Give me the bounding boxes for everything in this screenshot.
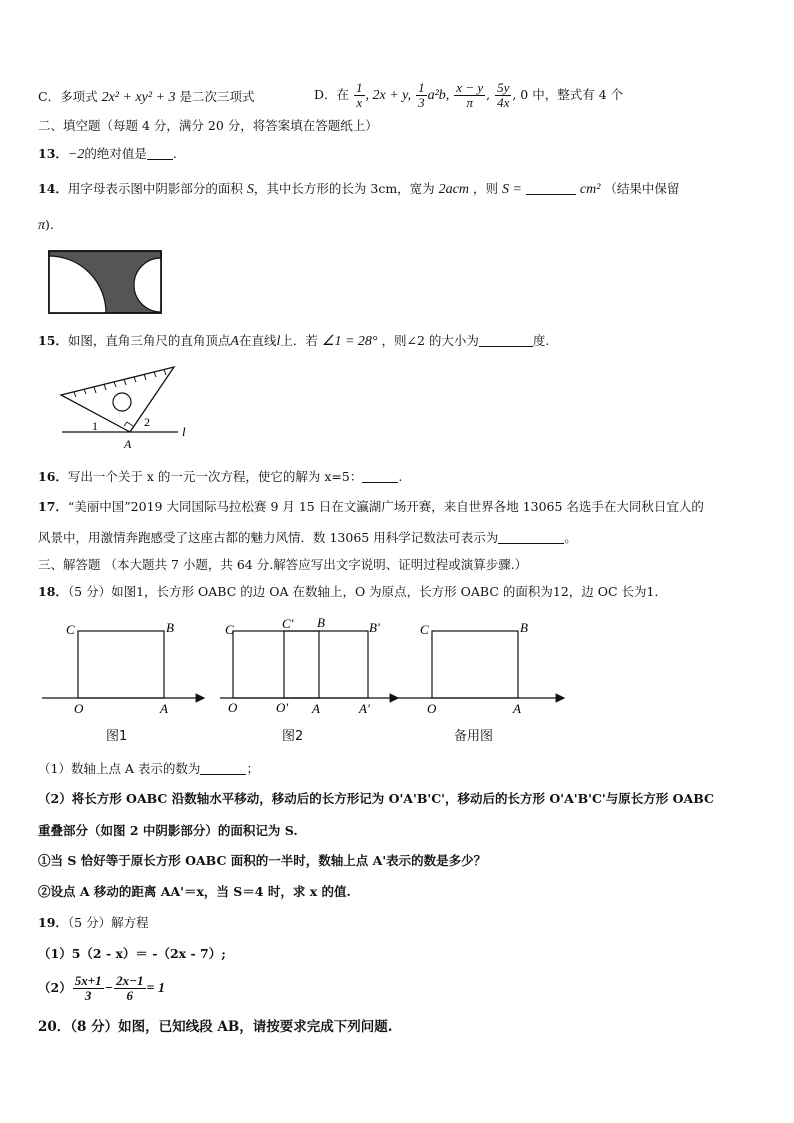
q19-part-1 — [38, 945, 226, 963]
point-b-label: B — [317, 615, 325, 630]
figure-15-triangle-ruler — [56, 362, 196, 452]
q15-l: l — [276, 334, 281, 349]
q18-subpart-2 — [38, 883, 351, 901]
point-a-prime-label: A' — [359, 701, 370, 716]
q18-p3-text: ①当 S 恰好等于原长方形 OABC 面积的一半时，数轴上点 A'表示的数是多少？ — [38, 853, 487, 868]
option-c — [38, 88, 255, 107]
question-17 — [38, 498, 704, 516]
q15-number: 15． — [38, 333, 68, 348]
q15-text2: 在直线 — [238, 333, 277, 348]
q14-end: ). — [45, 217, 54, 232]
q18-p1-text: （1）数轴上点 A 表示的数为 — [38, 761, 201, 776]
q18-part-2 — [38, 790, 714, 808]
q14-text2: ，其中长方形的长为 3cm，宽为 — [253, 181, 435, 196]
point-c-label: C — [225, 622, 234, 637]
q15-text4: ，则∠2 的大小为 — [381, 333, 479, 348]
question-20 — [38, 1018, 392, 1036]
q18-p1-end: ； — [246, 761, 259, 776]
point-b-label: B — [166, 620, 174, 635]
question-14 — [38, 180, 679, 199]
q14-text3: ，则 — [472, 181, 498, 196]
q13-text: 的绝对值是 — [84, 146, 147, 161]
q19-p2-label: （2） — [38, 980, 72, 995]
option-d-label: D．在 — [314, 87, 350, 102]
option-d-mid1: , 2x + y, — [365, 88, 412, 103]
fraction-2x-minus-1-over-6: $\frac{2x-1}{6}$ — [116, 973, 144, 1003]
option-d-mid2: a²b, — [427, 88, 450, 103]
question-16 — [38, 468, 402, 486]
answer-blank[interactable] — [200, 761, 246, 775]
q17-number: 17． — [38, 499, 68, 514]
question-14-cont — [38, 216, 54, 235]
figure-1-caption: 图1 — [106, 729, 128, 744]
q19-p1-text: （1）5（2 - x）＝ -（2x - 7）; — [38, 946, 226, 961]
option-c-expr: 2x² + xy² + 3 — [101, 90, 176, 105]
q18-number: 18． — [38, 584, 68, 599]
question-19 — [38, 914, 149, 932]
section-2-text: 二、填空题（每题 4 分，满分 20 分，将答案填在答题纸上） — [38, 118, 378, 133]
q13-expr: −2 — [67, 147, 85, 162]
q14-text4: （结果中保留 — [604, 181, 680, 196]
figure-18-number-lines — [38, 612, 678, 742]
q15-A: A — [230, 334, 239, 349]
answer-blank[interactable] — [362, 469, 398, 483]
q18-part-1 — [38, 760, 259, 778]
q18-part-2-cont — [38, 822, 298, 840]
fraction-x-minus-y-over-pi: $\frac{x - y}{\pi}$ — [456, 80, 484, 110]
line-l-label: l — [182, 424, 186, 439]
point-a-label: A — [312, 701, 320, 716]
spare-figure — [394, 620, 564, 716]
q15-text1: 如图，直角三角尺的直角顶点 — [67, 333, 231, 348]
fraction-1-over-x: $\frac{1}{x}$ — [356, 80, 363, 110]
q13-end: . — [172, 146, 177, 161]
q15-end: 度. — [532, 333, 550, 348]
point-c-label: C — [420, 622, 429, 637]
q14-text1: 用字母表示图中阴影部分的面积 — [67, 181, 243, 196]
point-b-label: B — [520, 620, 528, 635]
answer-blank[interactable] — [147, 146, 173, 160]
q19-number: 19． — [38, 915, 68, 930]
fraction-5y-over-4x: $\frac{5y}{4x}$ — [497, 80, 510, 110]
question-17-cont — [38, 529, 577, 547]
answer-blank[interactable] — [498, 530, 564, 544]
question-15 — [38, 332, 549, 351]
point-b-prime-label: B' — [369, 620, 380, 635]
point-a-label: A — [513, 701, 521, 716]
figure-14-shaded-rectangle — [48, 250, 164, 316]
q14-eq: S = — [501, 182, 522, 197]
angle-1-label: 1 — [92, 419, 98, 433]
q14-unit: cm² — [579, 182, 601, 197]
fraction-5x-plus-1-over-3: $\frac{5x+1}{3}$ — [74, 973, 102, 1003]
question-18 — [38, 583, 667, 601]
answer-blank[interactable] — [479, 333, 533, 347]
figure-2-caption: 图2 — [282, 729, 304, 744]
q18-p2b-text: 重叠部分（如图 2 中阴影部分）的面积记为 S. — [38, 823, 298, 838]
q15-text3: 上．若 — [280, 333, 318, 348]
option-d: D．在 $\frac{1}{x}$ , 2x + y, $\frac{1}{3}$ a²b, $\frac{x - y}{\pi}$ , $\frac{5y}{4x}$ , 0 中，整式有 4 个 — [314, 80, 624, 110]
q18-p2a-text: （2）将长方形 OABC 沿数轴水平移动，移动后的长方形记为 O'A'B'C'，移动后的长方形 O'A'B'C'与原长方形 OABC — [38, 791, 714, 806]
q19-part-2 — [38, 968, 165, 1009]
point-o-prime-label: O' — [276, 700, 289, 715]
q20-number: 20． — [38, 1019, 71, 1035]
q16-end: . — [398, 469, 403, 484]
q17-line1: “美丽中国”2019 大同国际马拉松赛 9 月 15 日在文瀛湖广场开赛，来自世界各地 13065 名选手在大同秋日宜人的 — [67, 499, 704, 514]
q18-text: （5 分）如图1，长方形 OABC 的边 OA 在数轴上，O 为原点，长方形 OABC 的面积为12，边 OC 长为1． — [67, 584, 668, 599]
q20-text: （8 分）如图，已知线段 AB，请按要求完成下列问题. — [70, 1019, 393, 1035]
q14-s: S — [246, 182, 254, 197]
q14-width: 2acm — [438, 182, 469, 197]
q19-text: （5 分）解方程 — [67, 915, 149, 930]
angle-2-label: 2 — [144, 415, 150, 429]
point-o-label: O — [427, 701, 437, 716]
option-c-label: C．多项式 — [38, 89, 98, 104]
point-o-label: O — [228, 700, 238, 715]
q14-pi: π — [38, 218, 46, 233]
minus-sign: − — [104, 981, 114, 996]
point-o-label: O — [74, 701, 84, 716]
point-c-label: C — [66, 622, 75, 637]
fraction-1-over-3: $\frac{1}{3}$ — [418, 80, 425, 110]
option-d-tail: , 0 中，整式有 4 个 — [512, 87, 624, 102]
q17-line2: 风景中，用激情奔跑感受了这座古都的魅力风情．数 13065 用科学记数法可表示为 — [38, 530, 499, 545]
q15-angle: ∠1 = 28° — [321, 334, 378, 349]
section-3-heading — [38, 556, 527, 574]
q16-number: 16． — [38, 469, 68, 484]
point-a-label: A — [160, 701, 168, 716]
q17-end: 。 — [564, 530, 577, 545]
point-a-label: A — [124, 437, 132, 451]
answer-blank[interactable] — [526, 181, 576, 195]
option-c-tail: 是二次三项式 — [179, 89, 255, 104]
q19-eq: = 1 — [146, 981, 165, 996]
point-c-prime-label: C' — [282, 616, 294, 631]
q18-subpart-1 — [38, 852, 486, 870]
section-2-heading — [38, 117, 378, 135]
q16-text: 写出一个关于 x 的一元一次方程，使它的解为 x=5： — [67, 469, 363, 484]
section-3-text: 三、解答题 （本大题共 7 小题，共 64 分.解答应写出文字说明、证明过程或演算步骤.） — [38, 557, 528, 572]
figure-1 — [42, 620, 204, 716]
q13-number: 13． — [38, 146, 68, 161]
question-13 — [38, 145, 177, 164]
q18-p4-text: ②设点 A 移动的距离 AA'＝x，当 S＝4 时，求 x 的值. — [38, 884, 351, 899]
spare-figure-caption: 备用图 — [454, 729, 494, 744]
figure-2 — [220, 615, 398, 716]
q14-number: 14． — [38, 181, 68, 196]
